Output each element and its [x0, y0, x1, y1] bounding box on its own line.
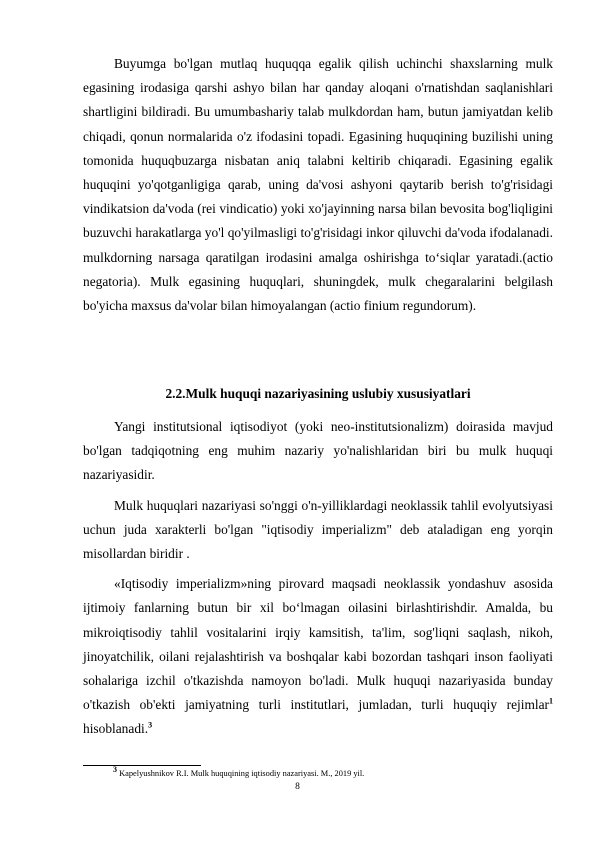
- section-1-body: [83, 52, 553, 318]
- superscript-marker: 1: [549, 696, 553, 706]
- paragraph-imperialism-goal: [83, 572, 553, 741]
- footnote-text: Kapelyushnikov R.I. Mulk huquqining iqtisodiy nazariyasi. M., 2019 yil.: [117, 769, 365, 778]
- footnote-separator: [83, 765, 201, 766]
- paragraph-ownership-rights: Buyumga bo'lgan mutlaq huquqqa egalik qilish uchinchi shaxslarning mulk egasining irodasiga qarshi ashyo bilan har qanday aloqani o'rnatishdan saqlanishlari shartligini bildiradi. Bu umumbashariy talab mulkdordan ham, butun jamiyatdan kelib chiqadi, qonun normalarida o'z ifodasini topadi. Egasining huquqining buzilishi uning tomonida huquqbuzarga nisbatan aniq talabni keltirib chiqaradi. Egasining egalik huquqini yo'qotganligiga qarab, uning da'vosi ashyoni qaytarib berish to'g'risidagi vindikatsion da'voda (rei vindicatio) yoki xo'jayinning narsa bilan bevosita bog'liqligini buzuvchi harakatlarga yo'l qo'yilmasligi to'g'risidagi inkor qiluvchi da'voda ifodalanadi. mulkdorning narsaga qaratilgan irodasini amalga oshirishga to‘siqlar yaratadi.(actio negatoria). Mulk egasining huquqlari, shuningdek, mulk chegaralarini belgilash bo'yicha maxsus da'volar bilan himoyalangan (actio finium regundorum).: [83, 56, 553, 314]
- section-2-body: [83, 415, 553, 742]
- footnote-reference[interactable]: 3: [148, 720, 153, 730]
- section-heading: 2.2.Mulk huquqi nazariyasining uslubiy xususiyatlari: [165, 386, 471, 401]
- paragraph-economic-imperialism: Mulk huquqlari nazariyasi so'nggi o'n-yilliklardagi neoklassik tahlil evolyutsiyasi uchun juda xarakterli bo'lgan "iqtisodiy imperializm" deb ataladigan eng yorqin misollardan biridir .: [83, 497, 553, 562]
- paragraph-end-text: hisoblanadi.: [83, 721, 149, 737]
- paragraph-main-text: «Iqtisodiy imperializm»ning pirovard maqsadi neoklassik yondashuv asosida ijtimoiy fanlarning butun bir xil bo‘lmagan oilasini birlashtirishdir. Amalda, bu mikroiqtisodiy tahlil vositalarini irqiy kamsitish, ta'lim, sog'liqni saqlash, nikoh, jinoyatchilik, oilani rejalashtirish va boshqalar kabi bozordan tashqari inson faoliyati sohalariga izchil o'tkazishda namoyon bo'ladi. Mulk huquqi nazariyasida bunday o'tkazish ob'ekti jamiyatning turli institutlari, jumladan, turli huquqiy rejimlar: [83, 576, 553, 713]
- footnote-marker: 3: [113, 765, 117, 775]
- page-number: 8: [295, 782, 300, 792]
- footnote: [113, 765, 365, 780]
- paragraph-new-institutional-economics: Yangi institutsional iqtisodiyot (yoki neo-institutsionalizm) doirasida mavjud bo'lgan tadqiqotning eng muhim nazariy yo'nalishlaridan biri bu mulk huquqi nazariyasidir.: [83, 419, 553, 483]
